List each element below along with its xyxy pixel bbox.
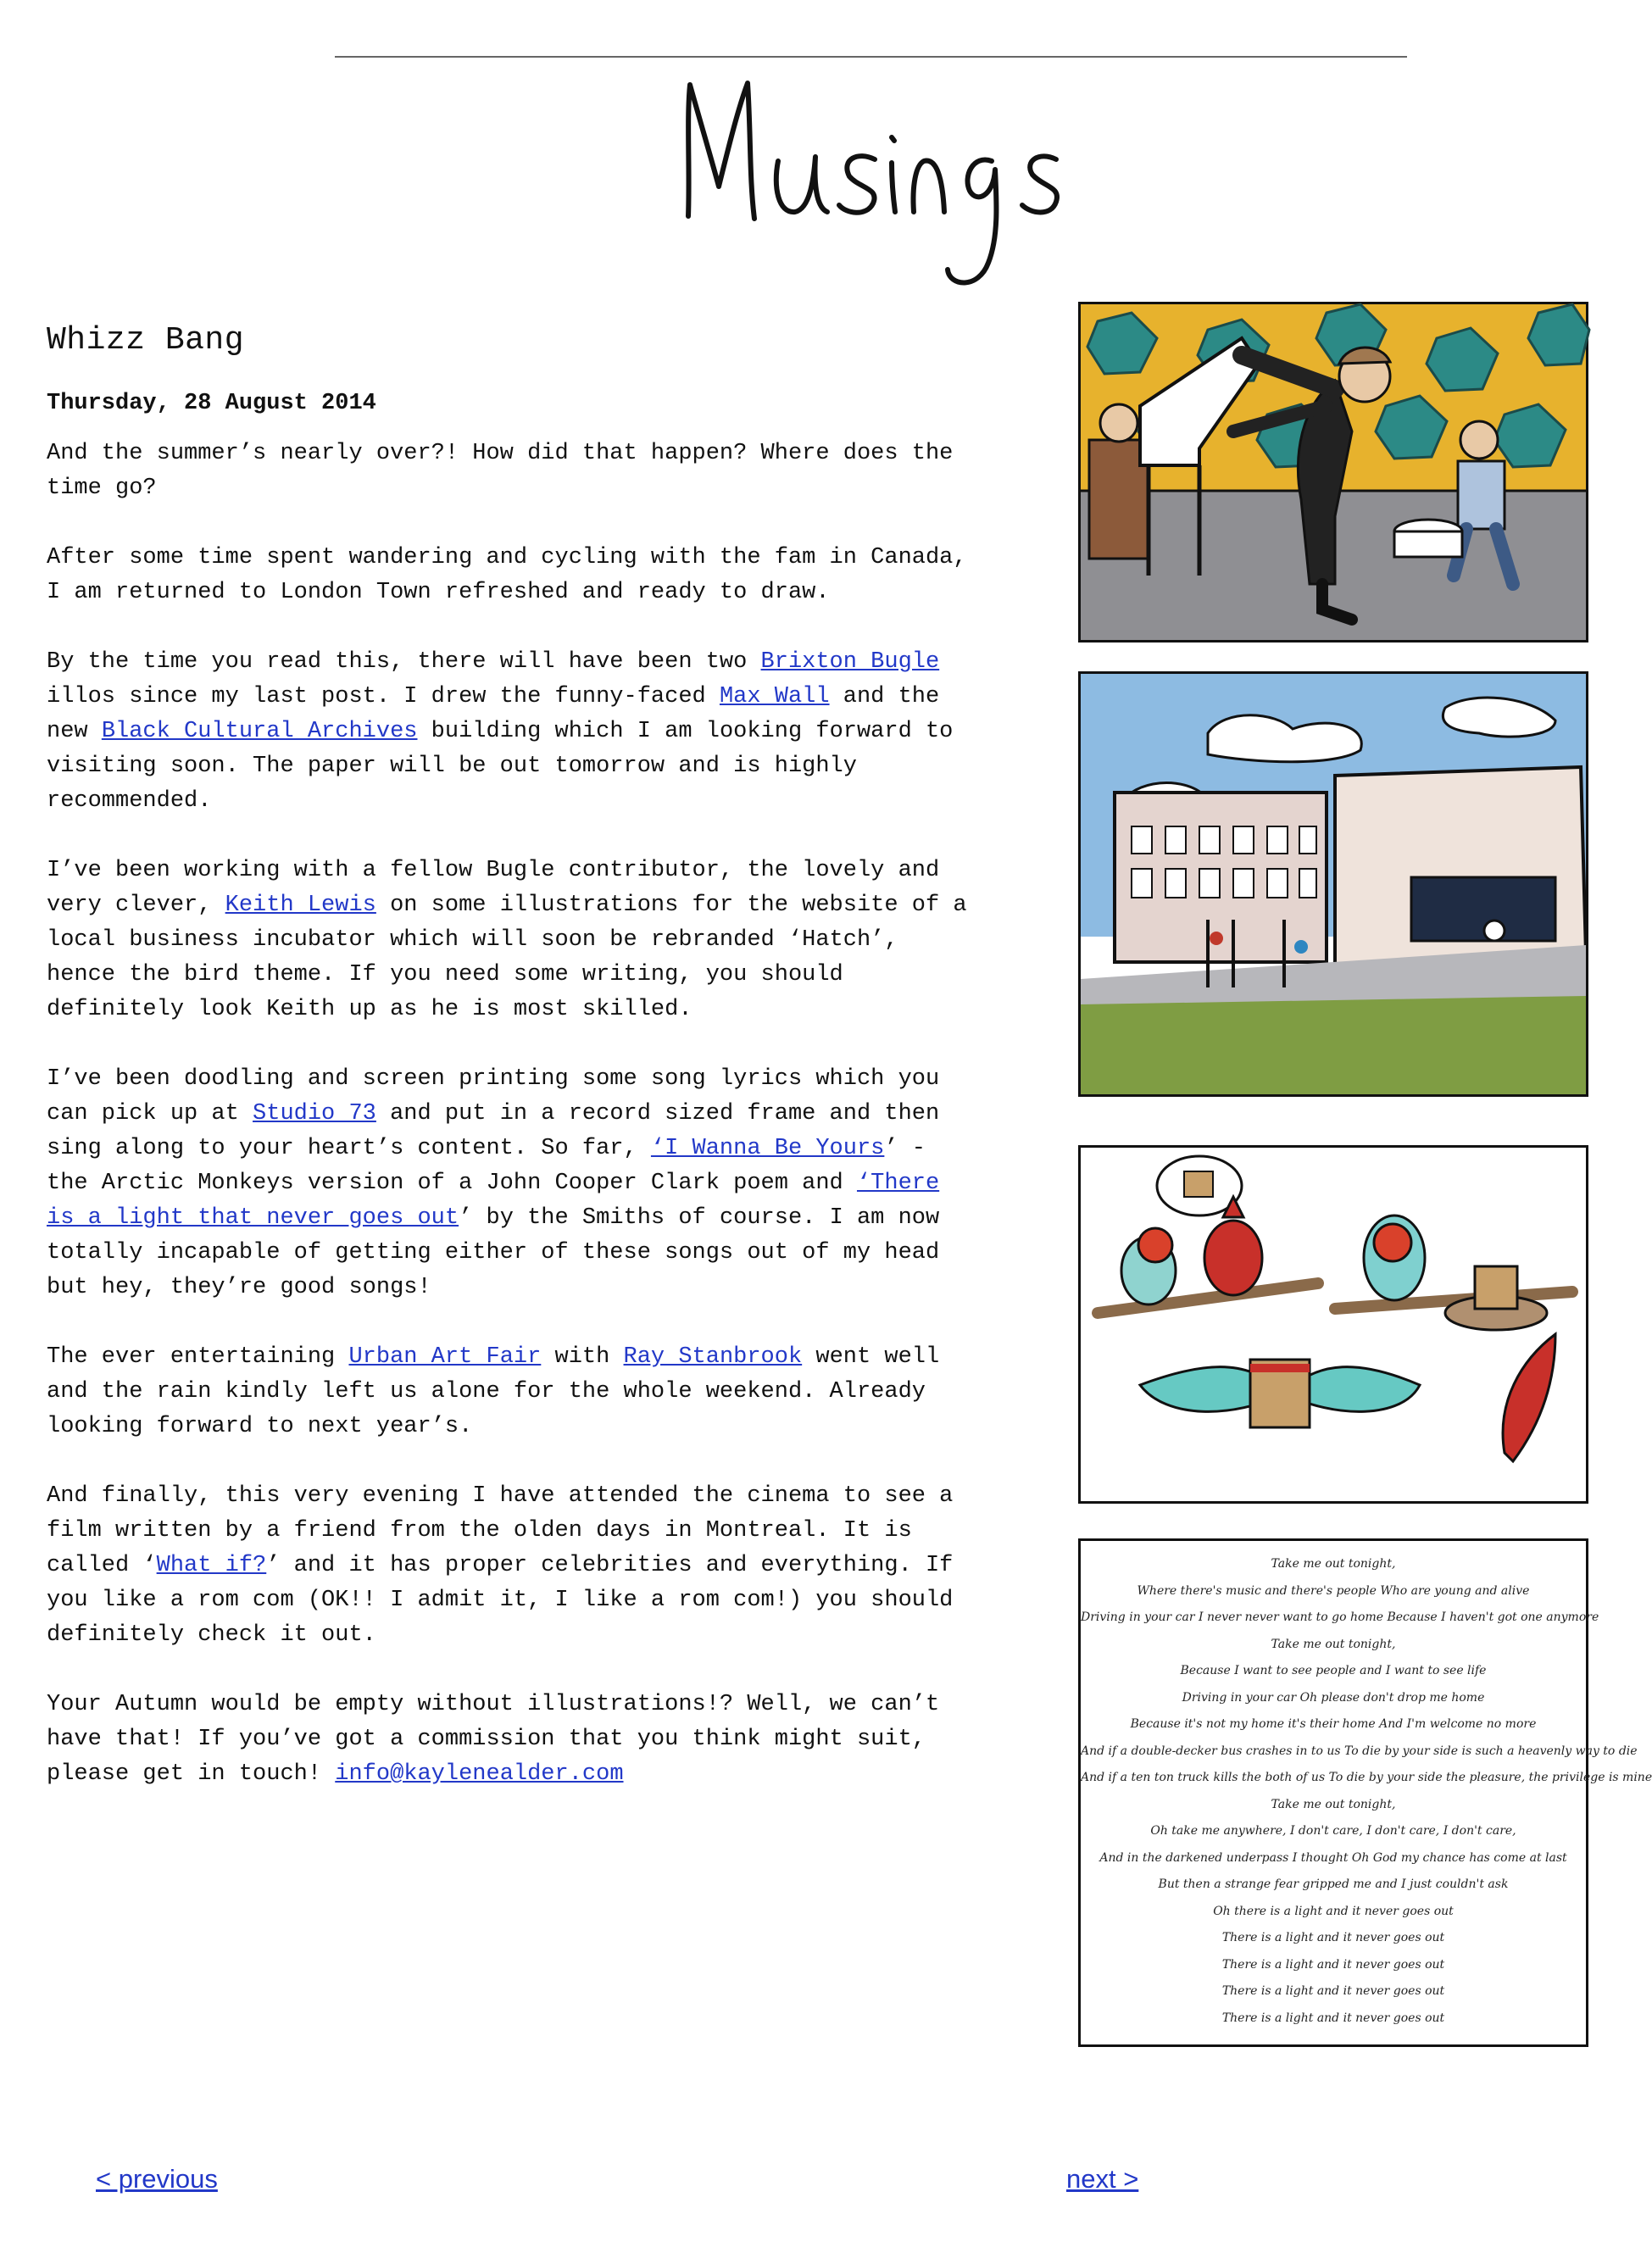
lyric-line: Oh take me anywhere, I don't care, I don't care, I don't care, — [1150, 1824, 1516, 1838]
lyric-line: Because it's not my home it's their home And I'm welcome no more — [1130, 1717, 1537, 1731]
post-text: ’ - the Arctic Monkeys version of a John Cooper Clark poem and — [47, 1136, 926, 1196]
post-title: Whizz Bang — [47, 322, 245, 359]
lyric-line: Driving in your car Oh please don't drop me home — [1182, 1690, 1485, 1705]
post-link[interactable]: Urban Art Fair — [348, 1344, 542, 1370]
blog-logo[interactable] — [678, 68, 1068, 297]
black-cultural-archives-illustration[interactable] — [1078, 671, 1588, 1097]
post-paragraph — [47, 1688, 979, 1792]
hatch-birds-illustration[interactable] — [1078, 1145, 1588, 1504]
post-link[interactable]: ‘There is a light that never goes out — [47, 1171, 940, 1231]
hatch-birds-drawing — [1081, 1148, 1586, 1501]
post-link[interactable]: Brixton Bugle — [760, 649, 940, 675]
post-text: I’ve been working with a fellow Bugle contributor, the lovely and very clever, — [47, 858, 940, 918]
post-text: The ever entertaining — [47, 1344, 349, 1370]
post-text: building which I am looking forward to visiting soon. The paper will be out tomorrow and is highly recommended. — [47, 719, 954, 814]
lyric-line: Driving in your car I never never want to go home Because I haven't got one anymore — [1081, 1610, 1599, 1624]
post-text: illos since my last post. I drew the funny-faced — [47, 684, 720, 709]
post-link[interactable]: Studio 73 — [253, 1101, 376, 1126]
post-text: ’ by the Smiths of course. I am now totally incapable of getting either of these songs out of my head but hey, they’re good songs! — [47, 1205, 940, 1300]
lyric-line: There is a light and it never goes out — [1221, 1931, 1445, 1944]
lyric-line: And if a ten ton truck kills the both of us To die by your side the pleasure, the privilege is mine — [1081, 1771, 1652, 1784]
post-link[interactable]: info@kaylenealder.com — [335, 1761, 624, 1787]
lyric-line: And in the darkened underpass I thought Oh God my chance has come at last — [1099, 1850, 1567, 1865]
post-date: Thursday, 28 August 2014 — [47, 391, 376, 416]
post-text: After some time spent wandering and cycling with the fam in Canada, I am returned to London Town refreshed and ready to draw. — [47, 545, 967, 605]
lyric-line: There is a light and it never goes out — [1221, 2011, 1445, 2025]
blog-post — [47, 322, 979, 1827]
lyric-line: There is a light and it never goes out — [1221, 1957, 1445, 1972]
post-paragraph — [47, 854, 979, 1027]
post-link[interactable]: Ray Stanbrook — [623, 1344, 803, 1370]
post-text: and the new — [47, 684, 940, 744]
lyric-line: But then a strange fear gripped me and I just couldn't ask — [1158, 1877, 1509, 1891]
max-wall-drawing — [1081, 304, 1586, 640]
post-text: and put in a record sized frame and then sing along to your heart’s content. So far, — [47, 1101, 940, 1161]
post-paragraph — [47, 1340, 979, 1444]
max-wall-illustration[interactable] — [1078, 302, 1588, 642]
post-text: And the summer’s nearly over?! How did that happen? Where does the time go? — [47, 441, 954, 501]
lyric-line: Oh there is a light and it never goes out — [1213, 1904, 1454, 1918]
post-text: with — [541, 1344, 624, 1370]
musings-handwritten-logo — [678, 68, 1068, 297]
previous-link[interactable]: < previous — [96, 2164, 218, 2194]
next-link[interactable]: next > — [1066, 2164, 1139, 2194]
post-link[interactable]: Keith Lewis — [225, 893, 376, 918]
lyrics-text — [1081, 1551, 1652, 2032]
post-link[interactable]: ‘I Wanna Be Yours — [650, 1136, 885, 1161]
post-link[interactable]: Black Cultural Archives — [101, 719, 418, 744]
post-paragraph — [47, 645, 979, 819]
post-text: I’ve been doodling and screen printing some song lyrics which you can pick up at — [47, 1066, 940, 1126]
post-text: By the time you read this, there will have been two — [47, 649, 761, 675]
post-text: on some illustrations for the website of a local business incubator which will soon be rebranded ‘Hatch’, hence the bird theme. If you need some writing, you should definitely look Keith up as he is most skilled. — [47, 893, 967, 1022]
post-paragraph — [47, 1479, 979, 1653]
header-rule — [335, 56, 1407, 58]
post-body — [47, 437, 979, 1792]
lyric-line: Take me out tonight, — [1271, 1797, 1396, 1811]
post-text: ’ and it has proper celebrities and everything. If you like a rom com (OK!! I admit it, I like a rom com!) you should definitely check it out. — [47, 1553, 954, 1648]
lyric-line: There is a light and it never goes out — [1221, 1984, 1445, 1998]
post-text: And finally, this very evening I have attended the cinema to see a film written by a friend from the olden days in Montreal. It is called ‘ — [47, 1483, 954, 1578]
post-text: went well and the rain kindly left us alone for the whole weekend. Already looking forward to next year’s. — [47, 1344, 940, 1439]
post-text: Your Autumn would be empty without illustrations!? Well, we can’t have that! If you’ve got a commission that you think might suit, please get in touch! — [47, 1692, 940, 1787]
lyrics-poster-illustration[interactable] — [1078, 1538, 1652, 2047]
post-link[interactable]: What if? — [156, 1553, 267, 1578]
post-paragraph — [47, 541, 979, 610]
archives-building-drawing — [1081, 674, 1586, 1094]
lyric-line: Take me out tonight, — [1271, 1557, 1396, 1571]
post-paragraph — [47, 437, 979, 506]
lyric-line: Take me out tonight, — [1271, 1637, 1396, 1651]
post-paragraph — [47, 1062, 979, 1305]
lyric-line: Where there's music and there's people Who are young and alive — [1137, 1583, 1530, 1598]
lyric-line: And if a double-decker bus crashes in to us To die by your side is such a heavenly way to die — [1081, 1744, 1638, 1758]
post-link[interactable]: Max Wall — [719, 684, 830, 709]
lyric-line: Because I want to see people and I want to see life — [1180, 1664, 1487, 1677]
